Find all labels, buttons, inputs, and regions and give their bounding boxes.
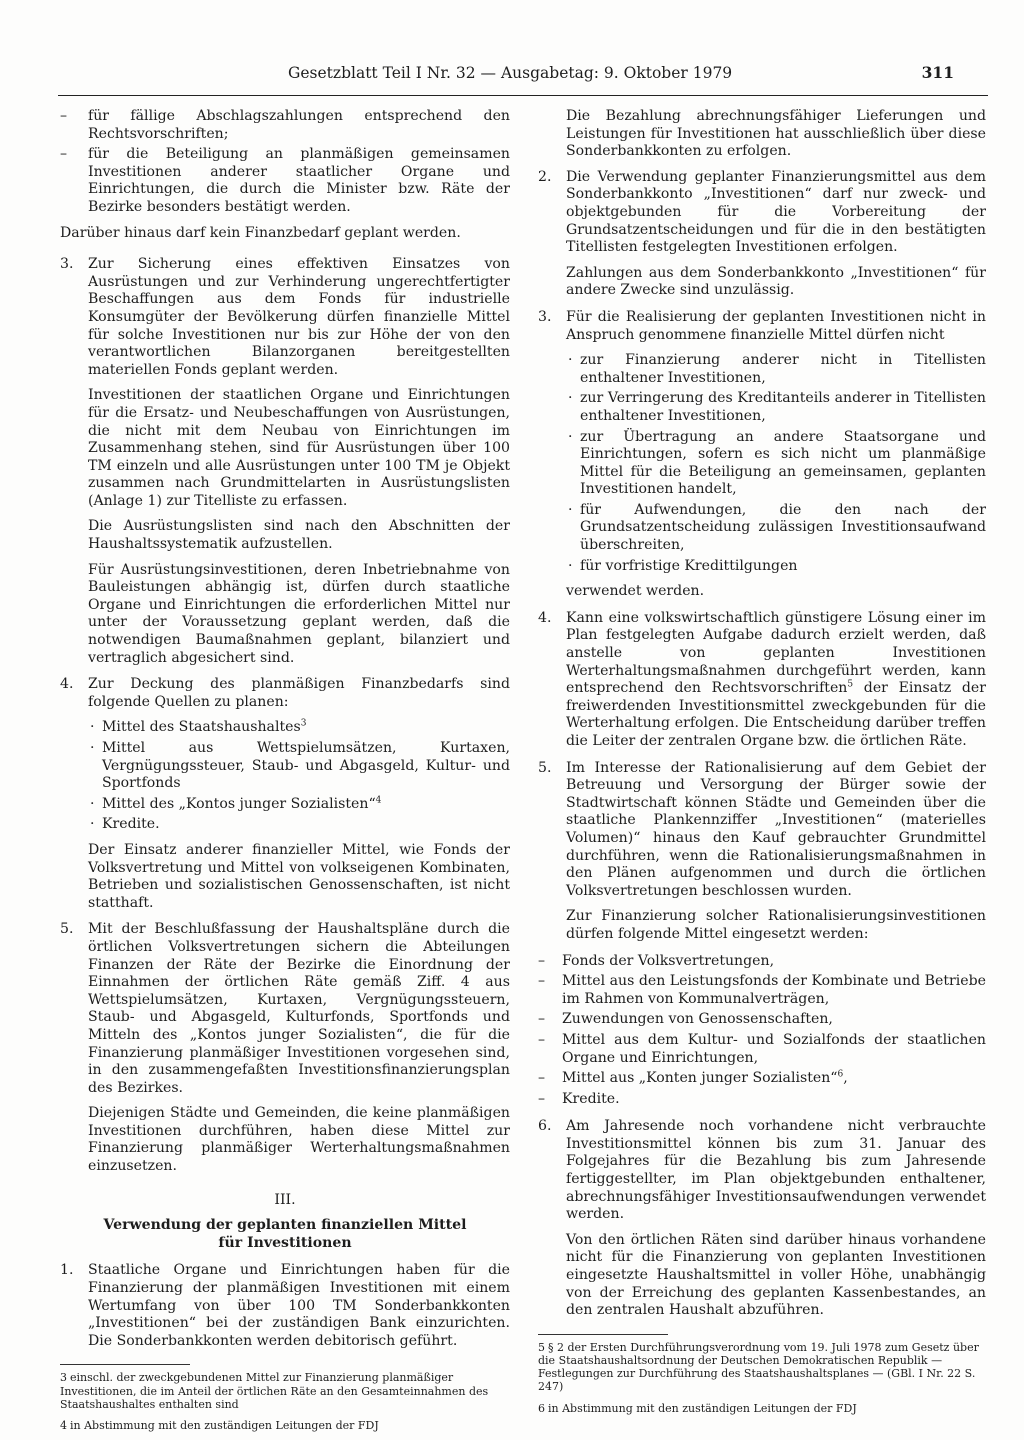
numbered-item-1: 1. Staatliche Organe und Einrichtungen haben für die Finanzierung der planmäßigen Investitionen mit einem Wertumfang von über 100 TM Sonderbankkonten „Investitionen“ bei der zuständigen Bank einzurichten. Die Sonderbankkonten werden debitorisch geführt.: [60, 1262, 510, 1349]
dash-item: – Mittel aus den Leistungsfonds der Kombinate und Betriebe im Rahmen von Kommunalverträgen,: [538, 973, 986, 1007]
paragraph: Die Ausrüstungslisten sind nach den Abschnitten der Haushaltssystematik aufzustellen.: [88, 518, 510, 553]
numbered-item-6-right: 6. Am Jahresende noch vorhandene nicht verbrauchte Investitionsmittel können bis zum 31. Januar des Folgejahres für die Bezahlung bis zum Jahresende fertiggestellter, im Plan objektgebunden enthaltener, abrechnungsfähiger Investitionsaufwendungen verwendet werden. Von den örtlichen Räten sind darüber hinaus vorhandene nicht für die Finanzierung von geplanten Investitionen eingesetzte Haushaltsmittel in voller Höhe, unabhängig von der Erreichung des geplanten Kassenbestandes, an den zentralen Haushalt abzuführen.: [538, 1118, 986, 1319]
dash-item: – Fonds der Volksvertretungen,: [538, 952, 775, 969]
numbered-item-4-right: 4. Kann eine volkswirtschaftlich günstigere Lösung einer im Plan festgelegten Aufgabe dadurch erzielt werden, daß anstelle von geplanten Investitionen Werterhaltungsmaßnahmen durchgeführt werden, kann entsprechend den Rechtsvorschriften$^5$ der Einsatz der freiwerdenden Investitionsmittel zweckgebunden für die Werterhaltung erfolgen. Die Entscheidung darüber treffen die Leiter der zentralen Organe bzw. die örtlichen Räte.: [538, 609, 986, 749]
paragraph: Für Ausrüstungsinvestitionen, deren Inbetriebnahme von Bauleistungen abhängig ist, dürfen durch staatliche Organe und Einrichtungen die erforderlichen Mittel nur unter der Voraussetzung geplant werden, daß die notwendigen Baumaßnahmen geplant, bilanziert und vertraglich abgesichert sind.: [88, 561, 510, 666]
paragraph: Investitionen der staatlichen Organe und Einrichtungen für die Ersatz- und Neubeschaffungen von Ausrüstungen, die nicht mit dem Neubau von Einrichtungen im Zusammenhang stehen, sind für Ausrüstungen über 100 TM einzeln und alle Ausrüstungen unter 100 TM je Objekt zusammen nach Grundmittelarten in Ausrüstungslisten (Anlage 1) zur Titelliste zu erfassen.: [88, 387, 510, 509]
paragraph: Die Verwendung geplanter Finanzierungsmittel aus dem Sonderbankkonto „Investitionen“ darf nur zweck- und objektgebunden für die Vorbereitung der Grundsatzentscheidungen und für die in den bestätigten Titellisten festgelegten Investitionen erfolgen.: [566, 168, 986, 256]
list-item: · zur Übertragung an andere Staatsorgane und Einrichtungen, sofern es sich nicht um planmäßige Mittel für die Beteiligung an gemeinsamen, geplanten Investitionen handelt,: [568, 428, 986, 498]
paragraph: verwendet werden.: [566, 583, 705, 600]
paragraph: Im Interesse der Rationalisierung auf dem Gebiet der Betreuung und Versorgung der Bürger sowie der Stadtwirtschaft können Städte und Gemeinden über die staatliche Plankennziffer „Investitionen“ (materielles Volumen)“ hinaus den Kauf gebrauchter Grundmittel durchführen, wenn die Rationalisierungsmaßnahmen in den Plänen aufgenommen und durch die örtlichen Volksvertretungen beschlossen wurden.: [566, 759, 986, 899]
paragraph: Mit der Beschlußfassung der Haushaltspläne durch die örtlichen Volksvertretungen sichern die Abteilungen Finanzen der Räte der Bezirke die Einordnung der Einnahmen der örtlichen Räte gemäß Ziff. 4 aus Wettspielumsätzen, Kurtaxen, Vergnügungssteuern, Staub- und Abgasgeld, Kulturfonds, Sportfonds und Mitteln des „Kontos junger Sozialisten“, die für die Finanzierung planmäßiger Investitionen vorgesehen sind, in den zusammengefaßten Investitionsfinanzierungsplan des Bezirkes.: [88, 921, 510, 1096]
header-rule: [58, 95, 988, 96]
footnote: 5 § 2 der Ersten Durchführungsverordnung vom 19. Juli 1978 zum Gesetz über die Staatshaushaltsordnung der Deutschen Demokratischen Republik — Festlegungen zur Durchführung des Staatshaushaltsplanes — (GBl. I Nr. 22 S. 247): [538, 1340, 979, 1394]
page-header: [60, 58, 954, 88]
list-item: · Kredite.: [90, 816, 160, 833]
paragraph: Zur Sicherung eines effektiven Einsatzes von Ausrüstungen und zur Verhinderung ungerechtfertigter Beschaffungen aus dem Fonds für industrielle Konsumgüter der Bevölkerung dürfen finanzielle Mittel für solche Investitionen nur bis zur Höhe der von den verantwortlichen Bilanzorganen bereitgestellten materiellen Fonds geplant werden.: [88, 256, 510, 378]
list-item: · Mittel des „Kontos junger Sozialisten“$^4$: [90, 795, 382, 812]
right-column: [538, 108, 986, 1423]
numbered-item-5: 5. Mit der Beschlußfassung der Haushaltspläne durch die örtlichen Volksvertretungen sichern die Abteilungen Finanzen der Räte der Bezirke die Einordnung der Einnahmen der örtlichen Räte gemäß Ziff. 4 aus Wettspielumsätzen, Kurtaxen, Vergnügungssteuern, Staub- und Abgasgeld, Kulturfonds, Sportfonds und Mitteln des „Kontos junger Sozialisten“, die für die Finanzierung planmäßiger Investitionen vorgesehen sind, in den zusammengefaßten Investitionsfinanzierungsplan des Bezirkes. Diejenigen Städte und Gemeinden, die keine planmäßigen Investitionen durchführen, haben diese Mittel zur Finanzierung planmäßiger Werterhaltungsmaßnahmen einzusetzen.: [60, 921, 510, 1175]
paragraph: Der Einsatz anderer finanzieller Mittel, wie Fonds der Volksvertretung und Mittel von volkseigenen Kombinaten, Betrieben und sozialistischen Genossenschaften, ist nicht statthaft.: [88, 841, 510, 911]
paragraph: Am Jahresende noch vorhandene nicht verbrauchte Investitionsmittel können bis zum 31. Januar des Folgejahres für die Bezahlung bis zum Jahresende fertiggestellter, im Plan objektgebunden enthaltener, abrechnungsfähiger Investitionsaufwendungen verwendet werden.: [566, 1118, 986, 1223]
numbered-item-3: 3. Zur Sicherung eines effektiven Einsatzes von Ausrüstungen und zur Verhinderung ungerechtfertigter Beschaffungen aus dem Fonds für industrielle Konsumgüter der Bevölkerung dürfen finanzielle Mittel für solche Investitionen nur bis zur Höhe der von den verantwortlichen Bilanzorganen bereitgestellten materiellen Fonds geplant werden. Investitionen der staatlichen Organe und Einrichtungen für die Ersatz- und Neubeschaffungen von Ausrüstungen, die nicht mit dem Neubau von Einrichtungen im Zusammenhang stehen, sind für Ausrüstungen über 100 TM einzeln und alle Ausrüstungen unter 100 TM je Objekt zusammen nach Grundmittelarten in Ausrüstungslisten (Anlage 1) zur Titelliste zu erfassen. Die Ausrüstungslisten sind nach den Abschnitten der Haushaltssystematik aufzustellen. Für Ausrüstungsinvestitionen, deren Inbetriebnahme von Bauleistungen abhängig ist, dürfen durch staatliche Organe und Einrichtungen die erforderlichen Mittel nur unter der Voraussetzung geplant werden, daß die notwendigen Baumaßnahmen geplant, bilanziert und vertraglich abgesichert sind.: [60, 256, 510, 666]
dash-item: – Mittel aus „Konten junger Sozialisten“$^6$,: [538, 1069, 848, 1087]
numbered-item-5-right: 5. Im Interesse der Rationalisierung auf dem Gebiet der Betreuung und Versorgung der Bürger sowie der Stadtwirtschaft können Städte und Gemeinden über die staatliche Plankennziffer „Investitionen“ (materielles Volumen)“ hinaus den Kauf gebrauchter Grundmittel durchführen, wenn die Rationalisierungsmaßnahmen in den Plänen aufgenommen und durch die örtlichen Volksvertretungen beschlossen wurden. Zur Finanzierung solcher Rationalisierungsinvestitionen dürfen folgende Mittel eingesetzt werden:: [538, 759, 986, 942]
section-number: III.: [274, 1191, 296, 1208]
footnote-rule: [538, 1334, 668, 1335]
list-item: · Mittel aus Wettspielumsätzen, Kurtaxen, Vergnügungssteuer, Staub- und Abgasgeld, Kultur- und Sportfonds: [90, 740, 510, 792]
left-column: [60, 108, 510, 1440]
list-item: · zur Finanzierung anderer nicht in Titellisten enthaltener Investitionen,: [568, 352, 986, 386]
numbered-item-3-right: 3. Für die Realisierung der geplanten Investitionen nicht in Anspruch genommene finanzielle Mittel dürfen nicht · zur Finanzierung anderer nicht in Titellisten enthaltener Investitionen, · zur Verringerung des Kreditanteils anderer in Titellisten enthaltener Investitionen, · zur Übertragung an andere Staatsorgane und Einrichtungen, sofern es sich nicht um planmäßige Mittel für die Beteiligung an gemeinsamen, geplanten Investitionen handelt, · für Aufwendungen, die den nach der Grundsatzentscheidung zulässigen Investitionsaufwand überschreiten, · für vorfristige Kredittilgungen verwendet werden.: [538, 308, 986, 600]
footnote: 6 in Abstimmung mit den zuständigen Leitungen der FDJ: [538, 1401, 857, 1415]
paragraph: Kann eine volkswirtschaftlich günstigere Lösung einer im Plan festgelegten Aufgabe dadurch erzielt werden, daß anstelle von geplanten Investitionen Werterhaltungsmaßnahmen durchgeführt werden, kann entsprechend den Rechtsvorschriften$^5$ der Einsatz der freiwerdenden Investitionsmittel zweckgebunden für die Werterhaltung erfolgen. Die Entscheidung darüber treffen die Leiter der zentralen Organe bzw. die örtlichen Räte.: [566, 609, 986, 749]
list-item: · zur Verringerung des Kreditanteils anderer in Titellisten enthaltener Investitionen,: [568, 390, 986, 424]
paragraph: Die Bezahlung abrechnungsfähiger Lieferungen und Leistungen für Investitionen hat ausschließlich über diese Sonderbankkonten zu erfolgen.: [566, 108, 986, 160]
paragraph: Diejenigen Städte und Gemeinden, die keine planmäßigen Investitionen durchführen, haben diese Mittel zur Finanzierung planmäßiger Werterhaltungsmaßnahmen einzusetzen.: [88, 1105, 510, 1175]
list-item: · Mittel des Staatshaushaltes$^3$: [90, 718, 307, 736]
numbered-item-4: 4. Zur Deckung des planmäßigen Finanzbedarfs sind folgende Quellen zu planen: · Mittel des Staatshaushaltes$^3$ · Mittel aus Wettspielumsätzen, Kurtaxen, Vergnügungssteuer, Staub- und Abgasgeld, Kultur- und Sportfonds · Mittel des „Kontos junger Sozialisten“$^4$ · Kredite. Der Einsatz anderer finanzieller Mittel, wie Fonds der Volksvertretung und Mittel von volkseigenen Kombinaten, Betrieben und sozialistischen Genossenschaften, ist nicht statthaft.: [60, 676, 510, 911]
list-item: · für Aufwendungen, die den nach der Grundsatzentscheidung zulässigen Investitionsaufwand überschreiten,: [568, 501, 986, 554]
dash-item: – für fällige Abschlagszahlungen entsprechend den Rechtsvorschriften;: [60, 108, 510, 142]
page-number: 311: [921, 63, 954, 82]
paragraph: Zur Finanzierung solcher Rationalisierungsinvestitionen dürfen folgende Mittel eingesetzt werden:: [566, 908, 986, 942]
paragraph: Für die Realisierung der geplanten Investitionen nicht in Anspruch genommene finanzielle Mittel dürfen nicht: [566, 308, 986, 343]
paragraph: Darüber hinaus darf kein Finanzbedarf geplant werden.: [60, 224, 461, 241]
dash-item: – Zuwendungen von Genossenschaften,: [538, 1011, 833, 1028]
paragraph: Zahlungen aus dem Sonderbankkonto „Investitionen“ für andere Zwecke sind unzulässig.: [566, 264, 986, 299]
footnote-rule: [60, 1364, 190, 1365]
dash-item: – Mittel aus dem Kultur- und Sozialfonds der staatlichen Organe und Einrichtungen,: [538, 1031, 986, 1066]
dash-item: – für die Beteiligung an planmäßigen gemeinsamen Investitionen anderer staatlicher Organe und Einrichtungen, die durch die Minister bzw. Räte der Bezirke besonders bestätigt werden.: [60, 146, 510, 215]
section-title: Verwendung der geplanten finanziellen Mittel für Investitionen: [103, 1217, 467, 1251]
footnote: 4 in Abstimmung mit den zuständigen Leitungen der FDJ: [60, 1419, 379, 1433]
paragraph: Zur Deckung des planmäßigen Finanzbedarfs sind folgende Quellen zu planen:: [88, 676, 510, 710]
paragraph: Von den örtlichen Räten sind darüber hinaus vorhandene nicht für die Finanzierung von geplanten Investitionen eingesetzte Haushaltsmittel in voller Höhe, unabhängig von der Erreichung des geplanten Kassenbestandes, an den zentralen Haushalt abzuführen.: [566, 1231, 986, 1319]
list-item: · für vorfristige Kredittilgungen: [568, 557, 798, 574]
paragraph: Staatliche Organe und Einrichtungen haben für die Finanzierung der planmäßigen Investitionen mit einem Wertumfang von über 100 TM Sonderbankkonten „Investitionen“ bei der zuständigen Bank einzurichten. Die Sonderbankkonten werden debitorisch geführt.: [88, 1262, 510, 1349]
numbered-item-2: 2. Die Verwendung geplanter Finanzierungsmittel aus dem Sonderbankkonto „Investitionen“ darf nur zweck- und objektgebunden für die Vorbereitung der Grundsatzentscheidungen und für die in den bestätigten Titellisten festgelegten Investitionen erfolgen. Zahlungen aus dem Sonderbankkonto „Investitionen“ für andere Zwecke sind unzulässig.: [538, 168, 986, 299]
footnote: 3 einschl. der zweckgebundenen Mittel zur Finanzierung planmäßiger Investitionen, die im Anteil der örtlichen Räte an den Gesamteinnahmen des Staatshaushaltes enthalten sind: [60, 1371, 489, 1411]
dash-item: – Kredite.: [538, 1090, 620, 1107]
gazette-title: Gesetzblatt Teil I Nr. 32 — Ausgabetag: 9. Oktober 1979: [288, 64, 733, 82]
